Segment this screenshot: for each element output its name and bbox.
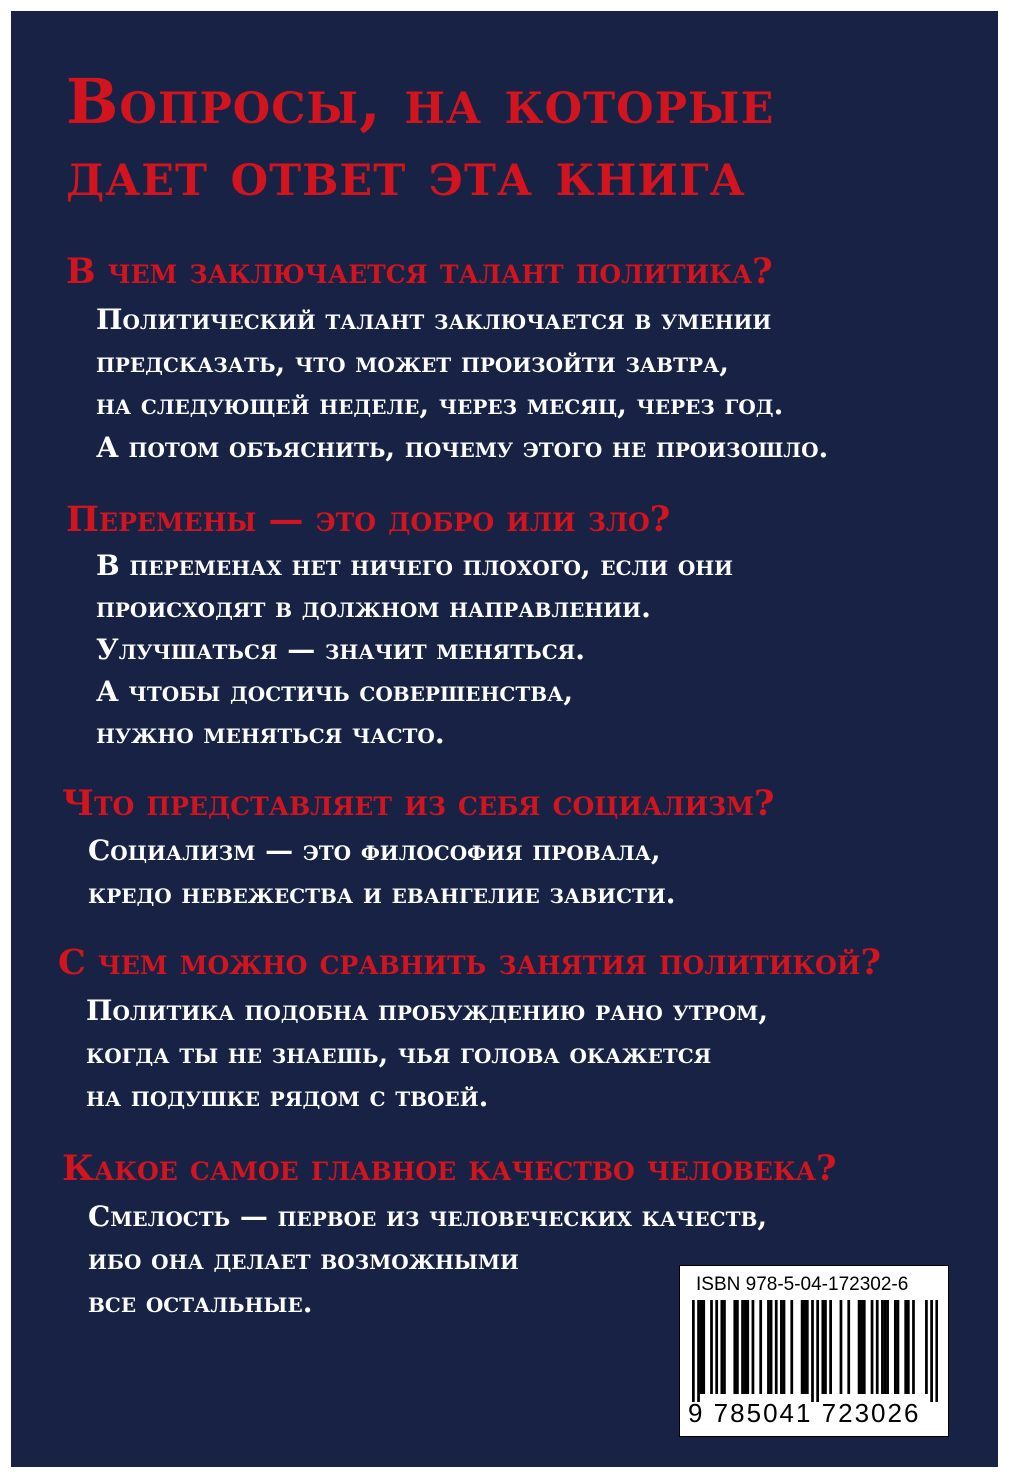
barcode-bar [884, 1300, 887, 1394]
barcode-bar [912, 1300, 915, 1394]
answer-line: В переменах нет ничего плохого, если они [96, 549, 734, 582]
cover-title-line-1: Вопросы, на которые [66, 65, 775, 138]
barcode-bar [806, 1300, 809, 1394]
barcode-bar [803, 1300, 806, 1394]
barcode-bar [759, 1300, 762, 1394]
barcode-bar [692, 1300, 695, 1402]
barcode-bar [700, 1300, 703, 1394]
isbn-label: ISBN 978-5-04-172302-6 [696, 1274, 909, 1295]
barcode-bar [697, 1300, 700, 1402]
answer-3 [88, 829, 676, 915]
answer-line: происходят в должном направлении. [96, 591, 651, 624]
barcode-bar [829, 1300, 832, 1394]
question-5: Какое самое главное качество человека? [62, 1148, 837, 1189]
isbn-barcode [679, 1265, 949, 1437]
barcode-bar [790, 1300, 793, 1394]
barcode-bar [847, 1300, 850, 1394]
answer-line: Улучшаться — значит меняться. [96, 633, 585, 666]
question-2: Перемены — это добро или зло? [66, 499, 671, 540]
barcode-bar [897, 1300, 900, 1394]
answer-line: А потом объяснить, почему этого не произошло. [96, 430, 829, 464]
barcode-bar [736, 1300, 739, 1394]
barcode-bar [741, 1300, 744, 1394]
barcode-bar [925, 1300, 928, 1394]
question-4: С чем можно сравнить занятия политикой? [58, 942, 881, 983]
barcode-bar [907, 1300, 910, 1394]
answer-line: все остальные. [88, 1286, 313, 1319]
barcode-bar [930, 1300, 933, 1402]
answer-line: нужно меняться часто. [96, 717, 445, 750]
barcode-bar [720, 1300, 723, 1394]
barcode-bar [840, 1300, 843, 1394]
barcode-digits: 9 785041 723026 [688, 1398, 921, 1428]
answer-line: ибо она делает возможными [88, 1243, 519, 1276]
barcode-bar [767, 1300, 770, 1394]
answer-1 [96, 299, 828, 469]
barcode-bar [871, 1300, 874, 1394]
barcode-bar [881, 1300, 884, 1394]
barcode-bar [702, 1300, 705, 1394]
barcode-bar [821, 1300, 824, 1394]
barcode-bar [744, 1300, 747, 1394]
answer-4 [86, 989, 768, 1118]
answer-line: когда ты не знаешь, чья голова окажется [86, 1037, 712, 1070]
answer-line: Политический талант заключается в умении [96, 303, 772, 336]
answer-line: на подушке рядом с твоей. [86, 1080, 489, 1113]
barcode-bars [692, 1300, 938, 1402]
barcode-bar [816, 1300, 819, 1402]
barcode-bar [894, 1300, 897, 1394]
cover-title-line-2: дает ответ эта книга [66, 137, 746, 210]
barcode-bar [863, 1300, 866, 1394]
answer-2 [96, 545, 733, 755]
barcode-bar [876, 1300, 879, 1394]
answer-line: на следующей неделе, через месяц, через год. [96, 388, 784, 421]
barcode-bar [904, 1300, 907, 1394]
answer-line: Политика подобна пробуждению рано утром, [86, 994, 769, 1027]
barcode-bar [770, 1300, 773, 1394]
question-1: В чем заключается талант политика? [66, 251, 773, 292]
answer-5 [88, 1195, 767, 1324]
barcode-bar [752, 1300, 755, 1394]
answer-line: А чтобы достичь совершенства, [96, 675, 574, 708]
barcode-bar [780, 1300, 783, 1394]
barcode-bar [723, 1300, 726, 1394]
barcode-bar [811, 1300, 814, 1402]
barcode-bar [746, 1300, 749, 1394]
answer-line: кредо невежества и евангелие зависти. [88, 877, 676, 910]
barcode-bar [860, 1300, 863, 1394]
question-3: Что представляет из себя социализм? [62, 783, 775, 824]
answer-line: Смелость — первое из человеческих качеств, [88, 1200, 768, 1233]
barcode-bar [783, 1300, 786, 1394]
answer-line: Социализм — это философия провала, [88, 834, 661, 867]
barcode-bar [715, 1300, 718, 1394]
answer-line: предсказать, что может произойти завтра, [96, 345, 730, 379]
barcode-bar [801, 1300, 804, 1394]
barcode-bar [775, 1300, 778, 1394]
barcode-bar [886, 1300, 889, 1394]
barcode-bar [733, 1300, 736, 1394]
barcode-bar [710, 1300, 713, 1394]
barcode-bar [935, 1300, 938, 1402]
barcode-bar [824, 1300, 827, 1394]
cover-title [66, 66, 774, 210]
barcode-bar [858, 1300, 861, 1394]
